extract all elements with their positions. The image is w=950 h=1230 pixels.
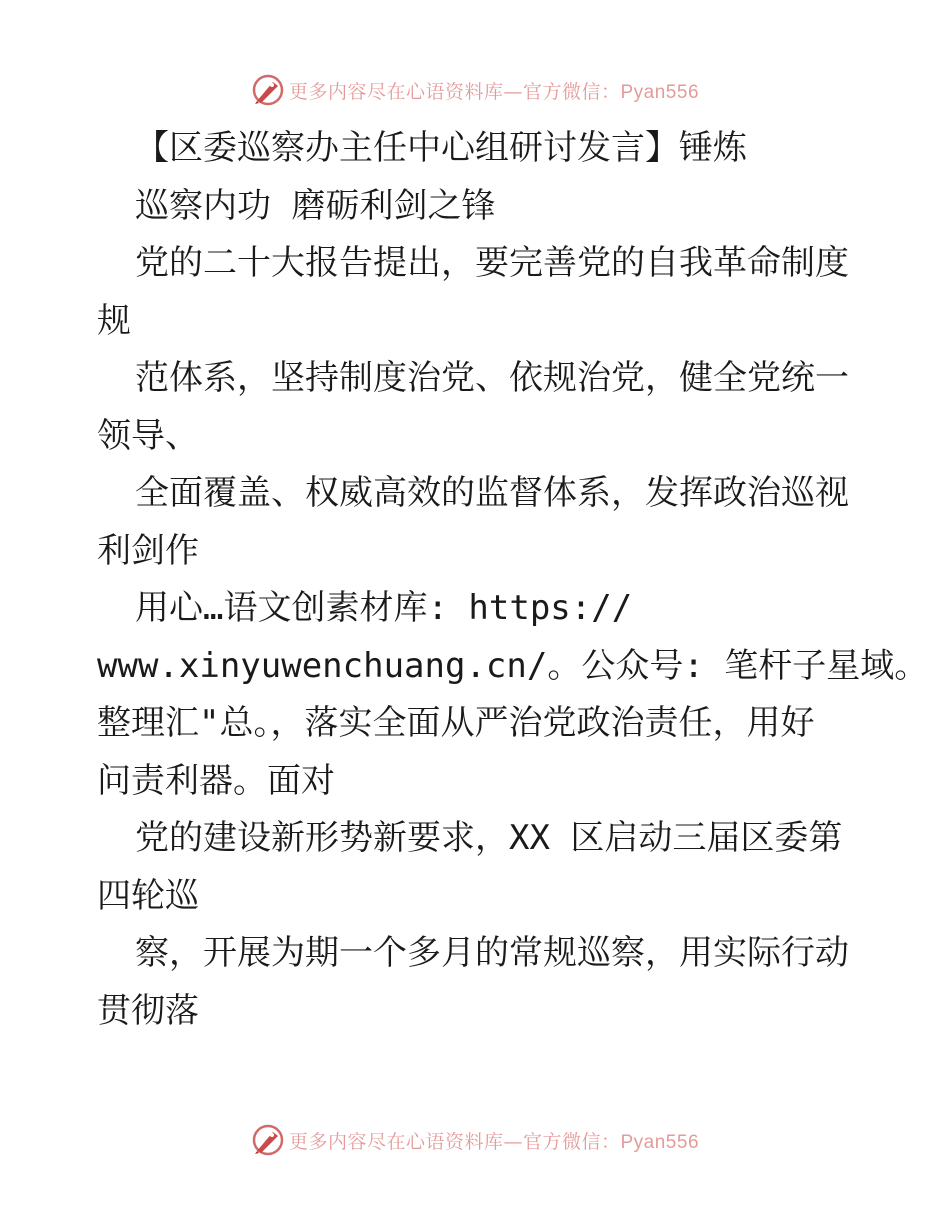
pen-nib-logo-icon xyxy=(251,73,285,107)
header-watermark xyxy=(0,73,950,107)
document-body xyxy=(97,120,929,1040)
body-line: 【区委巡察办主任中心组研讨发言】锤炼 xyxy=(135,128,747,168)
body-line: 贯彻落 xyxy=(97,990,199,1031)
body-line: 全面覆盖、权威高效的监督体系，发挥政治巡视 xyxy=(135,473,849,513)
body-line: 四轮巡 xyxy=(97,875,199,916)
body-line: 巡察内功 磨砺利剑之锋 xyxy=(135,185,496,226)
footer-watermark-text xyxy=(289,1127,699,1154)
body-line: 用心…语文创素材库: https:// xyxy=(135,588,633,628)
body-line: 问责利器。面对 xyxy=(97,760,335,801)
body-line: 领导、 xyxy=(97,415,199,456)
body-line: 党的二十大报告提出，要完善党的自我革命制度 xyxy=(135,243,849,283)
footer-wechat-label: 官方微信：Pyan556 xyxy=(523,1131,700,1153)
body-line: 规 xyxy=(97,300,131,341)
body-line: 党的建设新形势新要求，XX 区启动三届区委第 xyxy=(135,818,843,858)
body-line: 整理汇"总。，落实全面从严治党政治责任，用好 xyxy=(97,703,815,743)
body-line: 范体系，坚持制度治党、依规治党，健全党统一 xyxy=(135,358,849,398)
body-line: www.xinyuwenchuang.cn/。公众号: 笔杆子星域。 xyxy=(97,645,929,686)
footer-watermark xyxy=(0,1123,950,1157)
pen-nib-logo-icon xyxy=(251,1123,285,1157)
footer-watermark-label: 更多内容尽在心语资料库— xyxy=(288,1130,523,1153)
body-line: 利剑作 xyxy=(97,530,199,571)
header-watermark-label: 更多内容尽在心语资料库— xyxy=(288,80,523,103)
body-line: 察，开展为期一个多月的常规巡察，用实际行动 xyxy=(135,933,849,973)
header-watermark-text xyxy=(289,77,699,104)
header-wechat-label: 官方微信：Pyan556 xyxy=(523,81,700,103)
